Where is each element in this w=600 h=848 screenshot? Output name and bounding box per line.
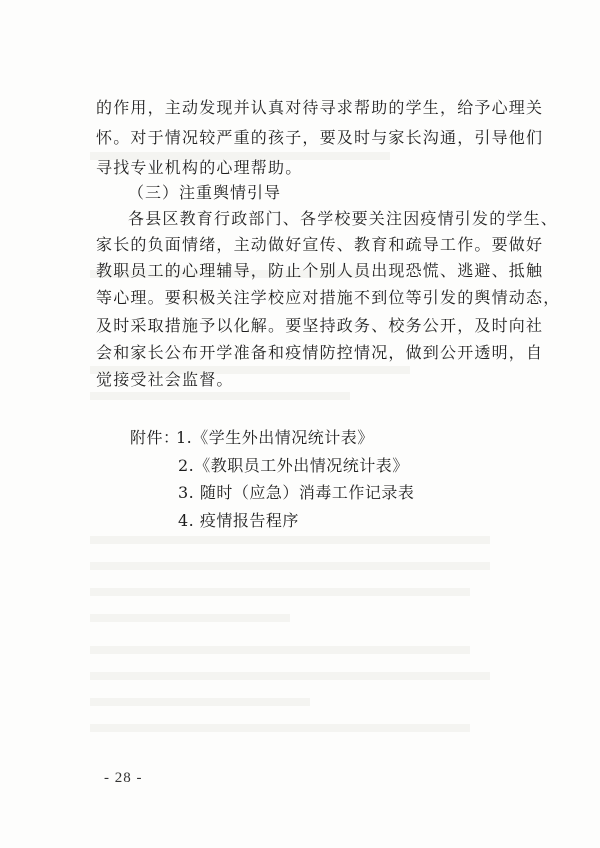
body-text-line: 觉接受社会监督。: [96, 370, 234, 389]
bleed-through-mark: [90, 536, 490, 544]
body-text-line: 教职员工的心理辅导，防止个别人员出现恐慌、逃避、抵触: [96, 261, 544, 280]
attachment-item: 4. 疫情报告程序: [178, 511, 299, 530]
attachment-item: 1.《学生外出情况统计表》: [176, 428, 374, 447]
body-text-line: 及时采取措施予以化解。要坚持政务、校务公开，及时向社: [96, 316, 544, 335]
bleed-through-mark: [90, 588, 470, 596]
attachment-item: 2.《教职员工外出情况统计表》: [178, 456, 409, 475]
bleed-through-mark: [90, 698, 310, 706]
page-number: - 28 -: [104, 770, 143, 786]
body-text-line: 等心理。要积极关注学校应对措施不到位等引发的舆情动态，: [96, 288, 561, 307]
bleed-through-mark: [90, 646, 470, 654]
body-text-line: 的作用，主动发现并认真对待寻求帮助的学生，给予心理关: [96, 98, 544, 117]
body-text-line: 会和家长公布开学准备和疫情防控情况，做到公开透明，自: [96, 343, 544, 362]
attachment-item: 3. 随时（应急）消毒工作记录表: [178, 483, 415, 502]
section-heading: （三）注重舆情引导: [128, 183, 282, 202]
body-text-line: 各县区教育行政部门、各学校要关注因疫情引发的学生、: [128, 209, 559, 228]
bleed-through-mark: [90, 724, 470, 732]
body-text-line: 寻找专业机构的心理帮助。: [96, 158, 303, 177]
bleed-through-mark: [90, 614, 290, 622]
body-text-line: 怀。对于情况较严重的孩子，要及时与家长沟通，引导他们: [96, 128, 544, 147]
bleed-through-mark: [90, 392, 350, 400]
bleed-through-mark: [90, 562, 490, 570]
bleed-through-mark: [90, 672, 490, 680]
attachments-label: 附件：: [130, 428, 180, 447]
body-text-line: 家长的负面情绪，主动做好宣传、教育和疏导工作。要做好: [96, 235, 544, 254]
